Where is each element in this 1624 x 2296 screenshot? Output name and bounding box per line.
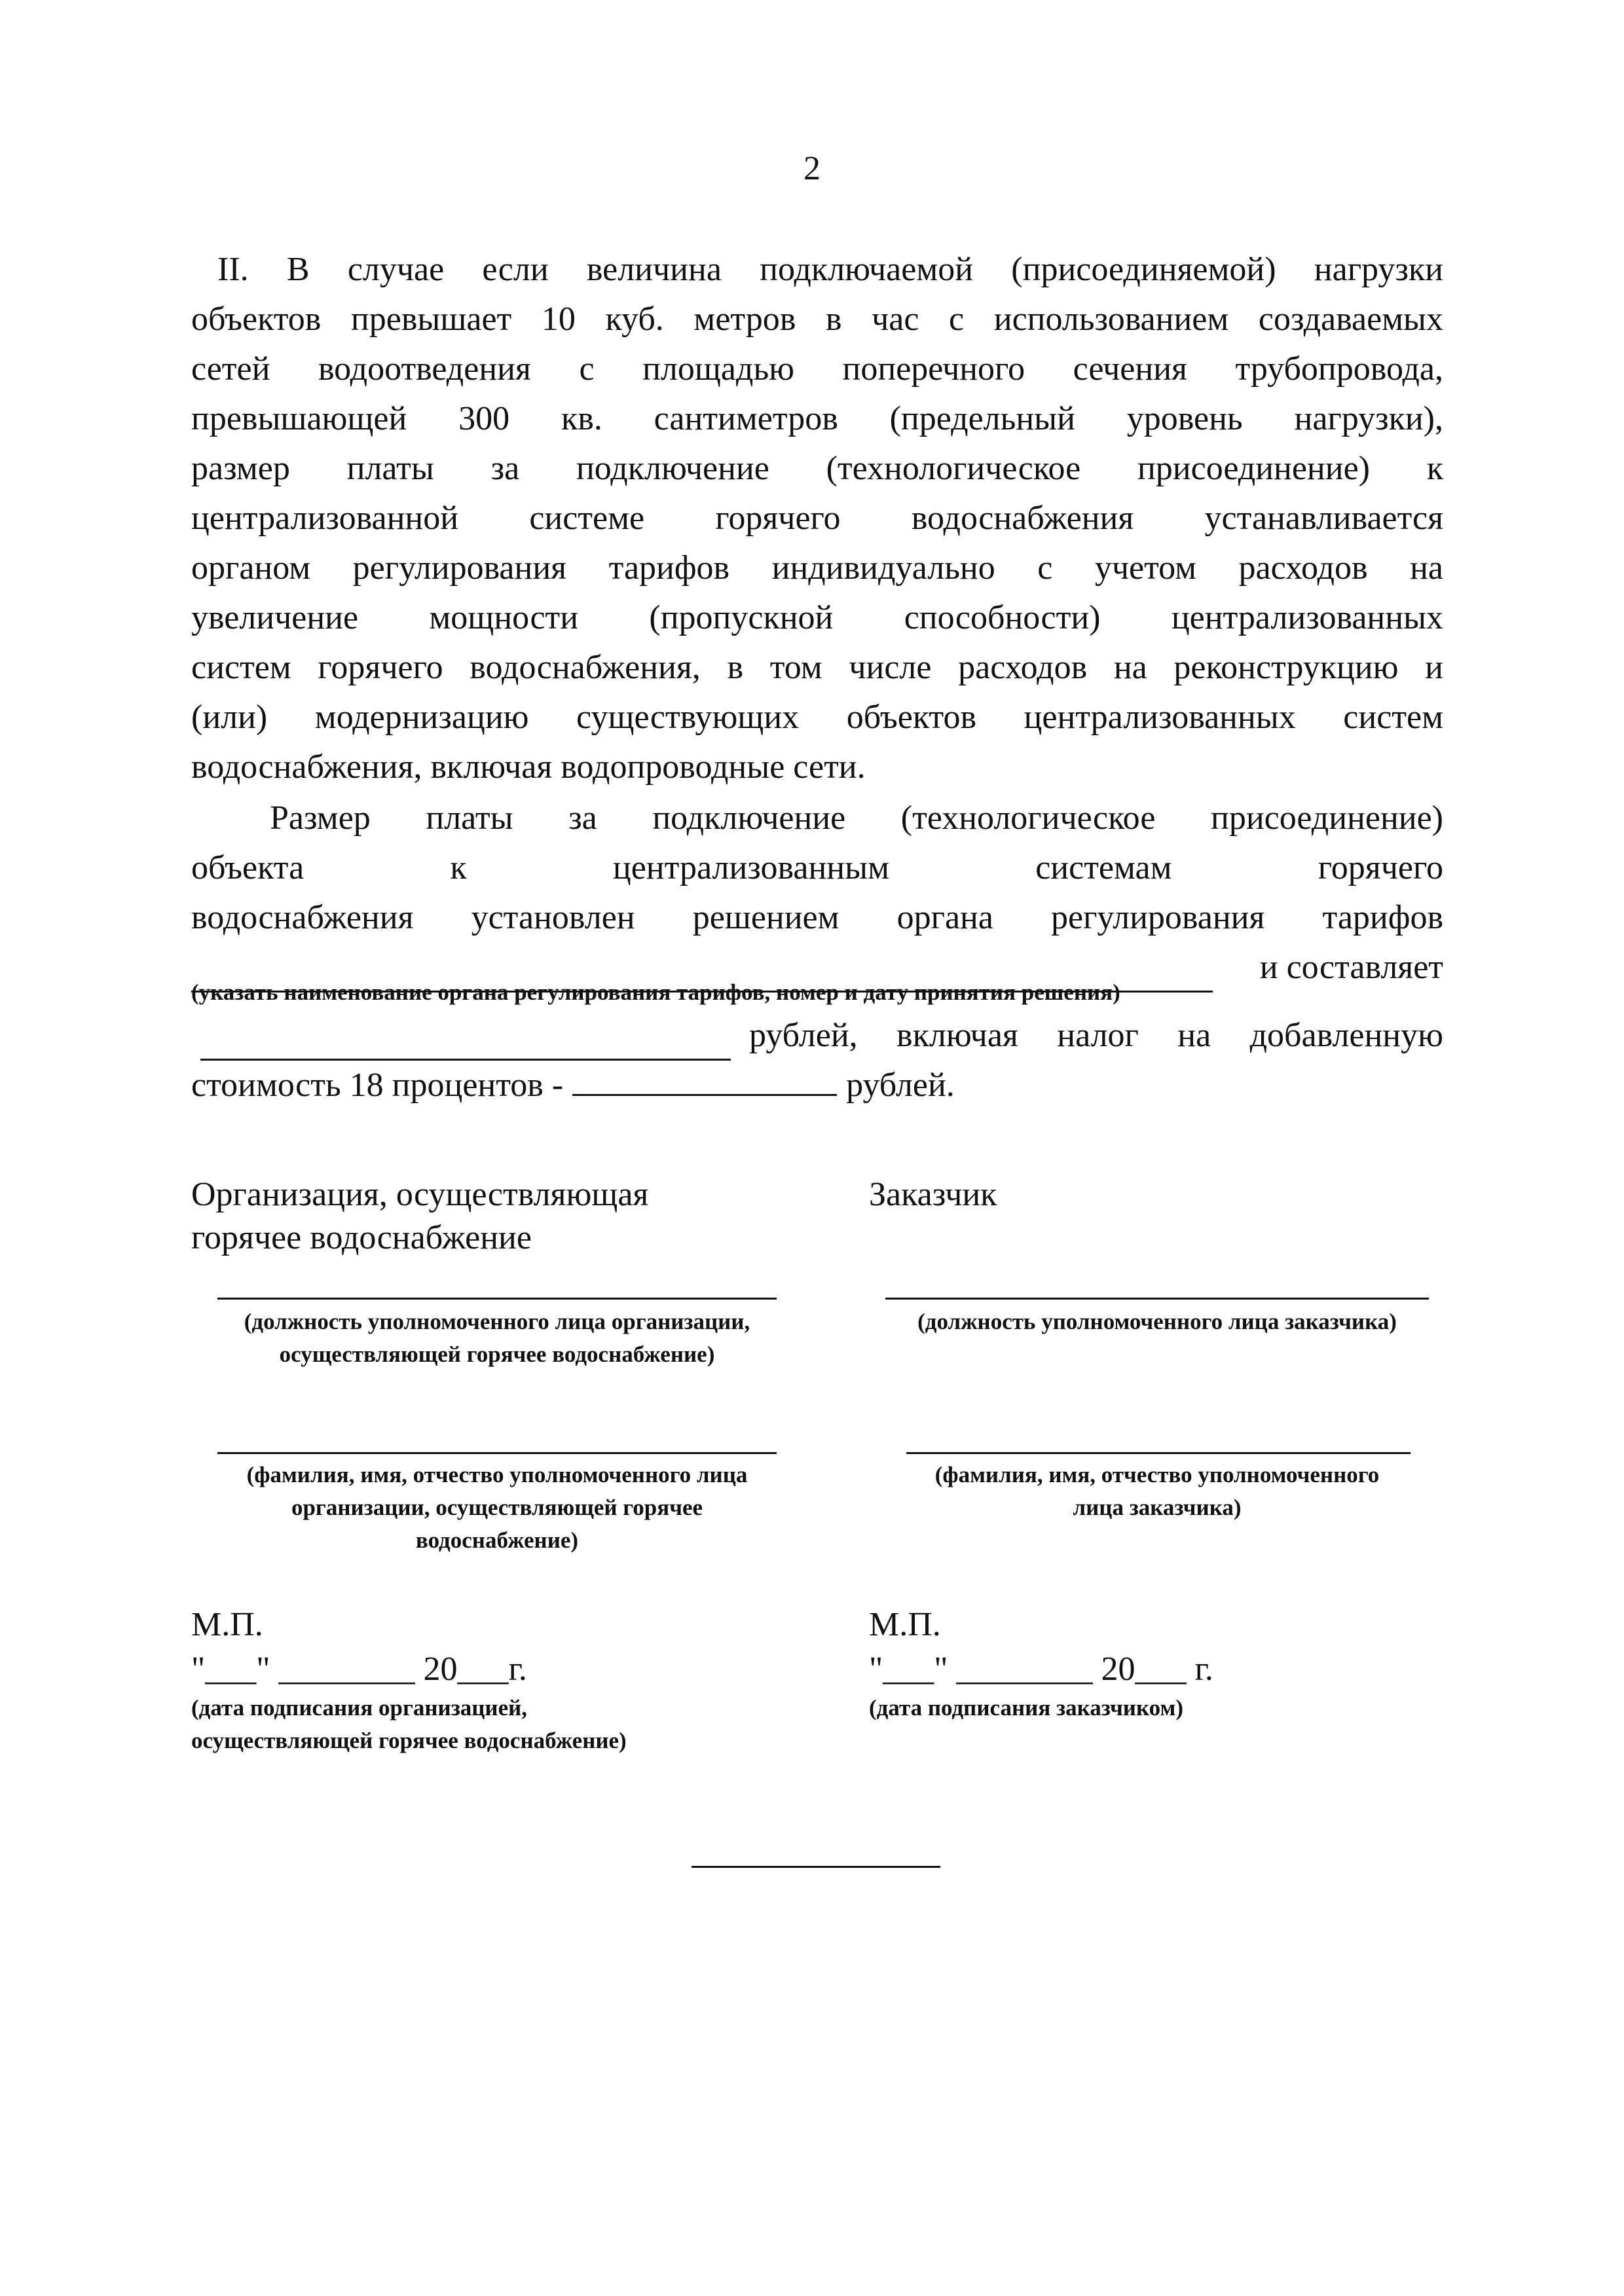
text-line-content: увеличение мощности (пропускной способности) централизованных xyxy=(191,599,1443,636)
hint-line: (должность уполномоченного лица заказчика) xyxy=(917,1309,1397,1334)
and-makes-text: и составляет xyxy=(1259,949,1443,986)
right-position-signature-line[interactable] xyxy=(885,1298,1429,1300)
hint-line: лица заказчика) xyxy=(1073,1495,1242,1520)
text-line-content: Размер платы за подключение (технологическое присоединение) xyxy=(270,799,1443,837)
text-line-content: водоснабжения, включая водопроводные сети. xyxy=(191,748,866,786)
hint-line: (фамилия, имя, отчество уполномоченного xyxy=(934,1462,1380,1487)
text-line xyxy=(191,843,1443,893)
right-date-hint xyxy=(869,1692,1183,1724)
text-line-content: водоснабжения установлен решением органа регулирования тарифов xyxy=(191,899,1443,936)
text-line-content: (или) модернизацию существующих объектов централизованных систем xyxy=(191,699,1443,736)
vat-amount-field[interactable] xyxy=(572,1063,837,1096)
text-line xyxy=(191,793,1443,843)
amount-line xyxy=(191,1011,1443,1110)
hint-line: водоснабжение) xyxy=(415,1527,579,1553)
left-signing-date-field[interactable]: "___" ________ 20___г. xyxy=(191,1650,527,1688)
text-line xyxy=(191,344,1443,394)
left-party-title-line: Организация, осуществляющая xyxy=(191,1176,649,1213)
text-line xyxy=(191,295,1443,344)
text-line-content: органом регулирования тарифов индивидуально с учетом расходов на xyxy=(191,549,1443,587)
left-date-hint xyxy=(191,1692,627,1757)
text-line xyxy=(191,693,1443,742)
amount-field[interactable] xyxy=(200,1027,731,1061)
left-position-hint xyxy=(191,1305,803,1371)
text-line xyxy=(191,742,1443,792)
text-line-content: сетей водоотведения с площадью поперечного сечения трубопровода, xyxy=(191,350,1443,388)
hint-line: (дата подписания организацией, xyxy=(191,1695,528,1721)
hint-line: организации, осуществляющей горячее xyxy=(291,1495,703,1520)
section-2-paragraph xyxy=(191,245,1443,792)
rubles-vat-text: рублей, включая налог на добавленную xyxy=(749,1017,1443,1054)
text-line-content: II. В случае если величина подключаемой (присоединяемой) нагрузки xyxy=(217,251,1443,288)
left-name-hint xyxy=(191,1459,803,1557)
text-line-content: централизованной системе горячего водоснабжения устанавливается xyxy=(191,500,1443,537)
hint-line: осуществляющей горячее водоснабжение) xyxy=(191,1728,627,1753)
text-line xyxy=(191,643,1443,693)
hint-line: (фамилия, имя, отчество уполномоченного лица xyxy=(246,1462,748,1487)
left-stamp-place: М.П. xyxy=(191,1606,263,1643)
hint-line: осуществляющей горячее водоснабжение) xyxy=(279,1341,715,1367)
text-line xyxy=(191,593,1443,643)
hint-line: (дата подписания заказчиком) xyxy=(869,1695,1184,1721)
right-signing-date-field[interactable]: "___" ________ 20___ г. xyxy=(869,1650,1213,1688)
right-party-title: Заказчик xyxy=(869,1176,997,1213)
text-line-content: объектов превышает 10 куб. метров в час с использованием создаваемых xyxy=(191,301,1443,338)
text-line xyxy=(191,444,1443,494)
text-line xyxy=(191,1011,1443,1061)
text-line xyxy=(191,893,1443,943)
hint-line: (должность уполномоченного лица организации, xyxy=(244,1309,750,1334)
end-divider xyxy=(692,1866,940,1868)
right-position-hint xyxy=(859,1305,1455,1338)
vat-suffix-text: рублей. xyxy=(846,1066,955,1104)
vat-prefix-text: стоимость 18 процентов - xyxy=(191,1066,564,1104)
fee-paragraph xyxy=(191,793,1443,993)
text-line xyxy=(191,394,1443,444)
text-line xyxy=(191,543,1443,593)
right-name-signature-line[interactable] xyxy=(906,1452,1411,1454)
left-party-title xyxy=(191,1173,648,1260)
left-name-signature-line[interactable] xyxy=(217,1452,777,1454)
right-name-hint xyxy=(885,1459,1429,1524)
text-line-content: превышающей 300 кв. сантиметров (предельный уровень нагрузки), xyxy=(191,400,1443,437)
right-stamp-place: М.П. xyxy=(869,1606,941,1643)
left-position-signature-line[interactable] xyxy=(217,1298,777,1300)
text-line-content: объекта к централизованным системам горячего xyxy=(191,849,1443,886)
page-number: 2 xyxy=(803,150,821,187)
regulator-hint: (указать наименование органа регулирования тарифов, номер и дату принятия решения) xyxy=(191,979,1120,1005)
text-line-content: размер платы за подключение (технологическое присоединение) к xyxy=(191,450,1443,487)
left-party-title-line: горячее водоснабжение xyxy=(191,1219,532,1256)
text-line-content: систем горячего водоснабжения, в том числе расходов на реконструкцию и xyxy=(191,649,1443,686)
text-line xyxy=(191,245,1443,295)
vat-line xyxy=(191,1061,1443,1110)
text-line xyxy=(191,494,1443,543)
